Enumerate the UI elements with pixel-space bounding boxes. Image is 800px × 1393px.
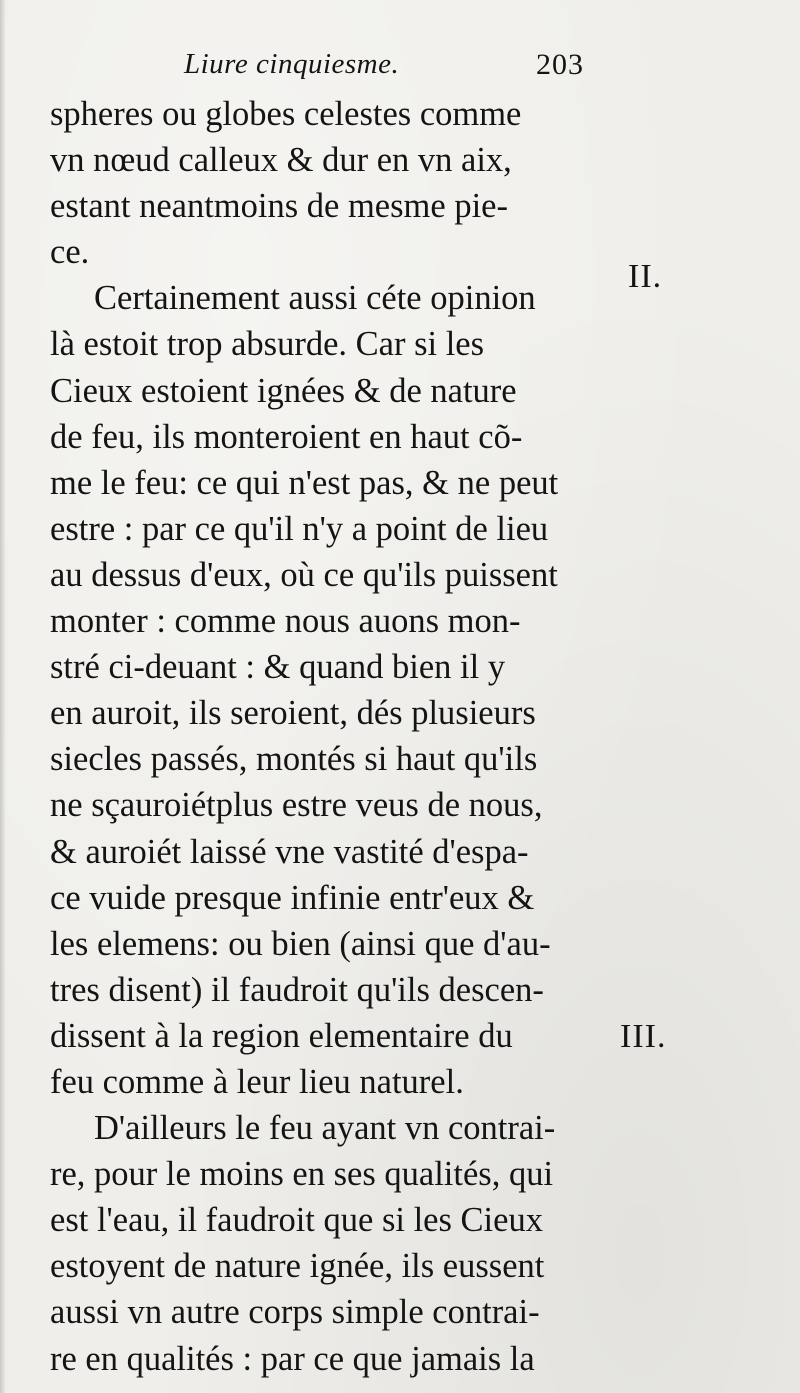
page-edge-shadow xyxy=(0,0,6,1393)
text-line: spheres ou globes celestes comme xyxy=(50,95,522,133)
text-line: au dessus d'eux, où ce qu'ils puissent xyxy=(50,555,558,594)
text-line: tres disent) il faudroit qu'ils descen- xyxy=(50,970,544,1009)
text-line: en auroit, ils seroient, dés plusieurs xyxy=(50,694,536,733)
text-line: de feu, ils monteroient en haut cõ- xyxy=(50,417,523,456)
text-line: les elemens: ou bien (ainsi que d'au- xyxy=(50,924,551,963)
text-line: estre : par ce qu'il n'y a point de lieu xyxy=(50,509,549,548)
page-number: 203 xyxy=(536,48,584,81)
section-number-3: III. xyxy=(620,1018,667,1055)
text-line: estoyent de nature ignée, ils eussent xyxy=(50,1247,545,1286)
text-line: monter : comme nous auons mon- xyxy=(50,602,521,641)
text-line: aussi vn autre corps simple contrai- xyxy=(50,1293,540,1332)
text-line: & auroiét laissé vne vastité d'espa- xyxy=(50,832,529,871)
text-line: re en qualités : par ce que jamais la xyxy=(50,1339,535,1378)
text-line: est l'eau, il faudroit que si les Cieux xyxy=(50,1201,543,1240)
text-line: Cieux estoient ignées & de nature xyxy=(50,371,517,410)
section-number-2: II. xyxy=(628,258,663,295)
text-line: ne sçauroiétplus estre veus de nous, xyxy=(50,786,543,825)
text-line: re, pour le moins en ses qualités, qui xyxy=(50,1155,554,1194)
running-head xyxy=(0,48,800,92)
text-line: dissent à la region elementaire du xyxy=(50,1016,513,1055)
text-line: feu comme à leur lieu naturel. xyxy=(50,1062,464,1101)
text-line: ce vuide presque infinie entr'eux & xyxy=(50,878,535,917)
paragraph-start-line: D'ailleurs le feu ayant vn contrai- xyxy=(94,1109,556,1148)
text-line: vn nœud calleux & dur en vn aix, xyxy=(50,141,512,180)
body-text xyxy=(50,92,610,1383)
text-line: siecles passés, montés si haut qu'ils xyxy=(50,740,538,779)
text-line: estant neantmoins de mesme pie- xyxy=(50,187,508,226)
text-line: me le feu: ce qui n'est pas, & ne peut xyxy=(50,463,559,502)
text-line: stré ci-deuant : & quand bien il y xyxy=(50,648,506,687)
paragraph-start-line: Certainement aussi céte opinion xyxy=(94,279,536,318)
text-line: là estoit trop absurde. Car si les xyxy=(50,325,485,364)
running-title: Liure cinquiesme. xyxy=(184,48,400,80)
text-line: ce. xyxy=(50,233,90,272)
